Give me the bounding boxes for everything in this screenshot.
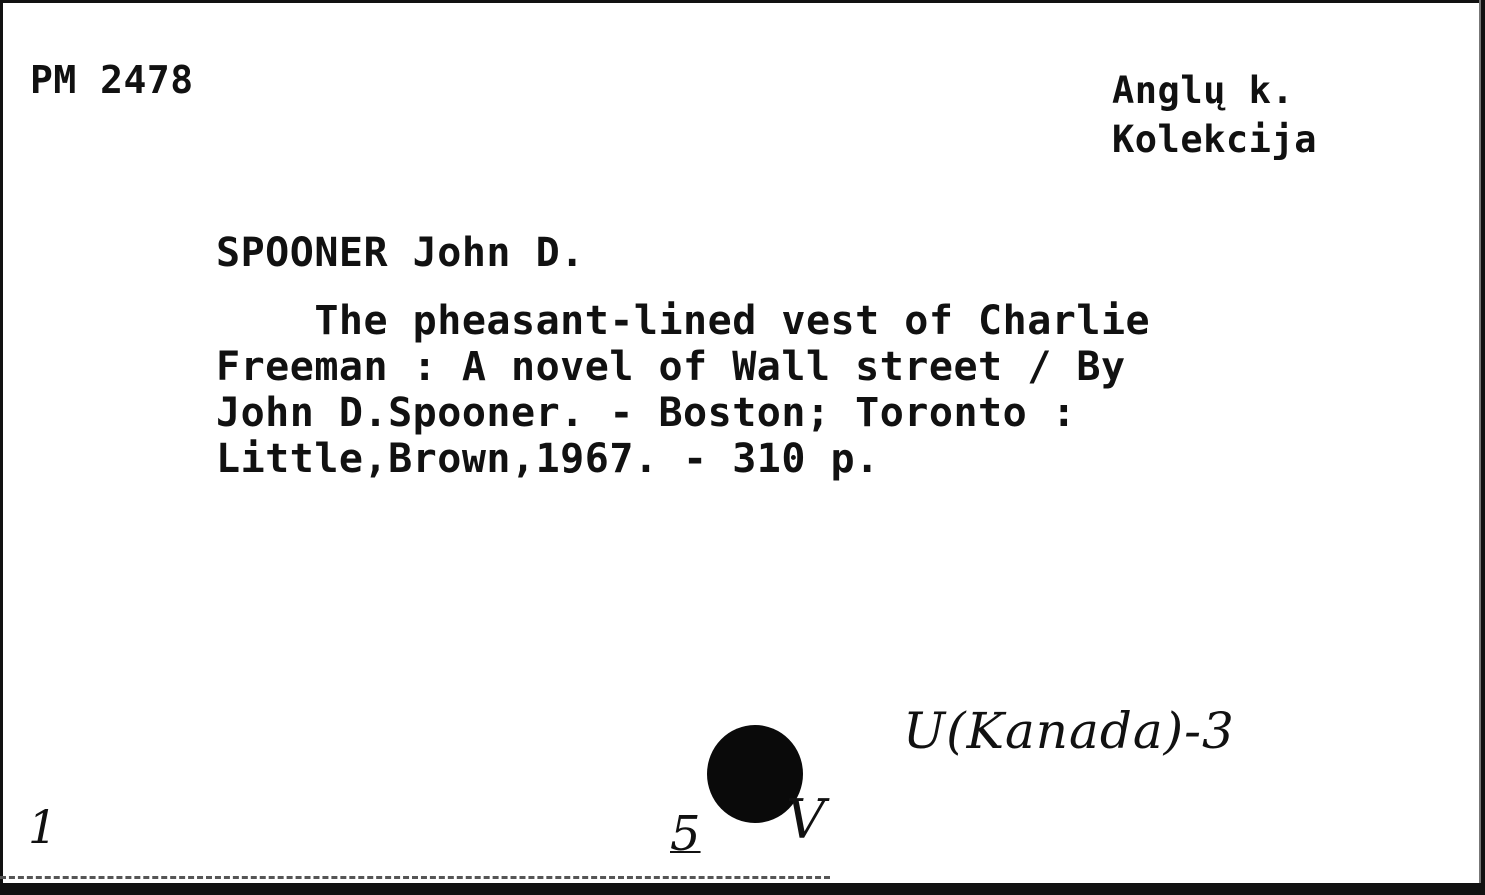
handwritten-location-note: U(Kanada)-3 <box>903 702 1235 760</box>
card-border-right <box>1481 0 1485 895</box>
call-number: PM 2478 <box>30 58 194 102</box>
handwritten-checkmark: V <box>786 788 825 851</box>
card-border-bottom <box>0 883 1485 895</box>
description-line-4: Little,Brown,1967. - 310 p. <box>216 436 880 482</box>
description-line-3: John D.Spooner. - Boston; Toronto : <box>216 390 1077 436</box>
dashed-underline <box>0 876 830 879</box>
handwritten-number: 5 <box>670 806 701 862</box>
description-line-1: The pheasant-lined vest of Charlie <box>216 298 1151 344</box>
collection-label <box>1112 66 1317 164</box>
card-border-left <box>0 0 3 895</box>
author-heading: SPOONER John D. <box>216 230 585 276</box>
collection-line-1: Anglų k. <box>1112 69 1295 112</box>
collection-line-2: Kolekcija <box>1112 118 1317 161</box>
card-border-top <box>0 0 1485 3</box>
description-line-2: Freeman : A novel of Wall street / By <box>216 344 1126 390</box>
handwritten-count: 1 <box>28 800 58 854</box>
bibliographic-description <box>216 298 1150 482</box>
